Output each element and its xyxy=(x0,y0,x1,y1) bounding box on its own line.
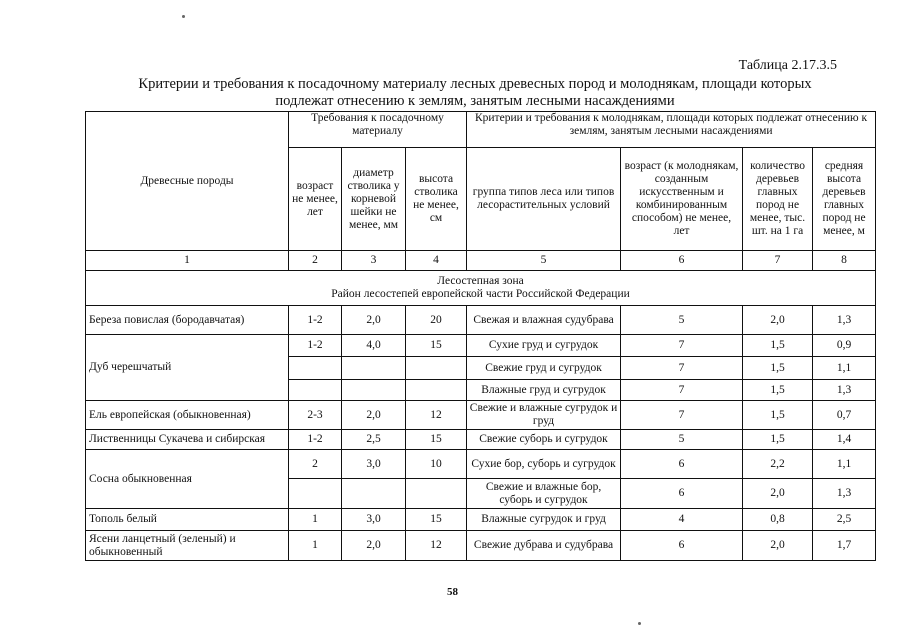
cell: 1-2 xyxy=(289,306,342,335)
header-diameter: диаметр стволика у корневой шейки не менее, мм xyxy=(342,148,406,251)
cell: 2,0 xyxy=(342,306,406,335)
header-height: высота стволика не менее, см xyxy=(406,148,467,251)
empty-cell xyxy=(406,357,467,380)
cell: 5 xyxy=(621,430,743,450)
cell: Влажные груд и сугрудок xyxy=(467,380,621,401)
header-planting-material: Требования к посадочному материалу xyxy=(289,112,467,148)
cell: 15 xyxy=(406,430,467,450)
cell: 6 xyxy=(621,531,743,561)
cell: 4,0 xyxy=(342,335,406,357)
cell: 3,0 xyxy=(342,450,406,479)
cell: Сухие бор, суборь и сугрудок xyxy=(467,450,621,479)
empty-cell xyxy=(342,380,406,401)
table-row xyxy=(86,450,876,479)
cell: Свежие и влажные сугрудок и груд xyxy=(467,401,621,430)
cell: 4 xyxy=(621,509,743,531)
cell: Свежая и влажная судубрава xyxy=(467,306,621,335)
cell: Свежие дубрава и судубрава xyxy=(467,531,621,561)
column-numbers-row xyxy=(86,251,876,271)
species-cell: Ель европейская (обыкновенная) xyxy=(86,401,289,430)
cell: 1,5 xyxy=(743,357,813,380)
table-row xyxy=(86,531,876,561)
column-number: 3 xyxy=(342,251,406,271)
table-row xyxy=(86,401,876,430)
cell: 1,5 xyxy=(743,380,813,401)
cell: 1 xyxy=(289,531,342,561)
cell: 0,9 xyxy=(813,335,876,357)
species-cell: Лиственницы Сукачева и сибирская xyxy=(86,430,289,450)
cell: 2,2 xyxy=(743,450,813,479)
cell: 1,1 xyxy=(813,450,876,479)
criteria-table xyxy=(85,111,876,561)
cell: 1,1 xyxy=(813,357,876,380)
cell: Свежие и влажные бор, суборь и сугрудок xyxy=(467,479,621,509)
cell: 6 xyxy=(621,450,743,479)
cell: 1 xyxy=(289,509,342,531)
empty-cell xyxy=(289,380,342,401)
cell: 2,0 xyxy=(743,479,813,509)
cell: 2,5 xyxy=(813,509,876,531)
zone-name: Лесостепная зона xyxy=(437,275,524,287)
cell: Сухие груд и сугрудок xyxy=(467,335,621,357)
table-row xyxy=(86,306,876,335)
page-number: 58 xyxy=(447,586,458,598)
header-species: Древесные породы xyxy=(86,112,289,251)
species-cell: Ясени ланцетный (зеленый) и обыкновенный xyxy=(86,531,289,561)
cell: 2,0 xyxy=(342,401,406,430)
species-cell: Сосна обыкновенная xyxy=(86,450,289,509)
column-number: 8 xyxy=(813,251,876,271)
scan-speck xyxy=(638,622,641,625)
column-number: 1 xyxy=(86,251,289,271)
cell: 2,0 xyxy=(743,531,813,561)
cell: Свежие суборь и сугрудок xyxy=(467,430,621,450)
table-row xyxy=(86,430,876,450)
empty-cell xyxy=(342,479,406,509)
cell: 10 xyxy=(406,450,467,479)
cell: 5 xyxy=(621,306,743,335)
cell: 15 xyxy=(406,335,467,357)
header-tree-count: количество деревьев главных пород не менее, тыс. шт. на 1 га xyxy=(743,148,813,251)
cell: 0,7 xyxy=(813,401,876,430)
title-line-2: подлежат отнесению к землям, занятым лесными насаждениями xyxy=(275,93,675,109)
column-number: 5 xyxy=(467,251,621,271)
species-cell: Дуб черешчатый xyxy=(86,335,289,401)
cell: 3,0 xyxy=(342,509,406,531)
cell: 0,8 xyxy=(743,509,813,531)
empty-cell xyxy=(406,380,467,401)
empty-cell xyxy=(289,479,342,509)
scan-speck xyxy=(182,15,185,18)
title-line-1: Критерии и требования к посадочному материалу лесных древесных пород и молоднякам, площади которых xyxy=(138,76,812,92)
table-row xyxy=(86,335,876,357)
species-cell: Береза повислая (бородавчатая) xyxy=(86,306,289,335)
cell: 2-3 xyxy=(289,401,342,430)
header-age: возраст не менее, лет xyxy=(289,148,342,251)
table-title xyxy=(80,76,870,110)
header-forest-type-group: группа типов леса или типов лесорастительных условий xyxy=(467,148,621,251)
cell: 1,3 xyxy=(813,380,876,401)
cell: 12 xyxy=(406,401,467,430)
zone-header xyxy=(86,271,876,306)
column-number: 6 xyxy=(621,251,743,271)
cell: 1,5 xyxy=(743,335,813,357)
cell: 12 xyxy=(406,531,467,561)
cell: 1-2 xyxy=(289,335,342,357)
cell: 2 xyxy=(289,450,342,479)
species-cell: Тополь белый xyxy=(86,509,289,531)
cell: 7 xyxy=(621,335,743,357)
table-row xyxy=(86,509,876,531)
cell: 2,5 xyxy=(342,430,406,450)
header-avg-height: средняя высота деревьев главных пород не менее, м xyxy=(813,148,876,251)
cell: 20 xyxy=(406,306,467,335)
cell: 1,5 xyxy=(743,430,813,450)
zone-region: Район лесостепей европейской части Российской Федерации xyxy=(331,288,630,300)
empty-cell xyxy=(342,357,406,380)
header-young-age: возраст (к молоднякам, созданным искусственным и комбинированным способом) не менее, лет xyxy=(621,148,743,251)
cell: 2,0 xyxy=(743,306,813,335)
column-number: 2 xyxy=(289,251,342,271)
cell: 1,4 xyxy=(813,430,876,450)
cell: 6 xyxy=(621,479,743,509)
column-number: 7 xyxy=(743,251,813,271)
column-number: 4 xyxy=(406,251,467,271)
cell: Влажные сугрудок и груд xyxy=(467,509,621,531)
header-young-stands: Критерии и требования к молоднякам, площади которых подлежат отнесению к землям, занятым лесными насаждениями xyxy=(467,112,876,148)
empty-cell xyxy=(289,357,342,380)
cell: 1,3 xyxy=(813,479,876,509)
empty-cell xyxy=(406,479,467,509)
table-caption: Таблица 2.17.3.5 xyxy=(738,58,837,73)
cell: 1,5 xyxy=(743,401,813,430)
cell: 15 xyxy=(406,509,467,531)
cell: 2,0 xyxy=(342,531,406,561)
cell: 7 xyxy=(621,401,743,430)
cell: 1,3 xyxy=(813,306,876,335)
cell: 7 xyxy=(621,357,743,380)
cell: 1,7 xyxy=(813,531,876,561)
cell: 1-2 xyxy=(289,430,342,450)
cell: Свежие груд и сугрудок xyxy=(467,357,621,380)
cell: 7 xyxy=(621,380,743,401)
